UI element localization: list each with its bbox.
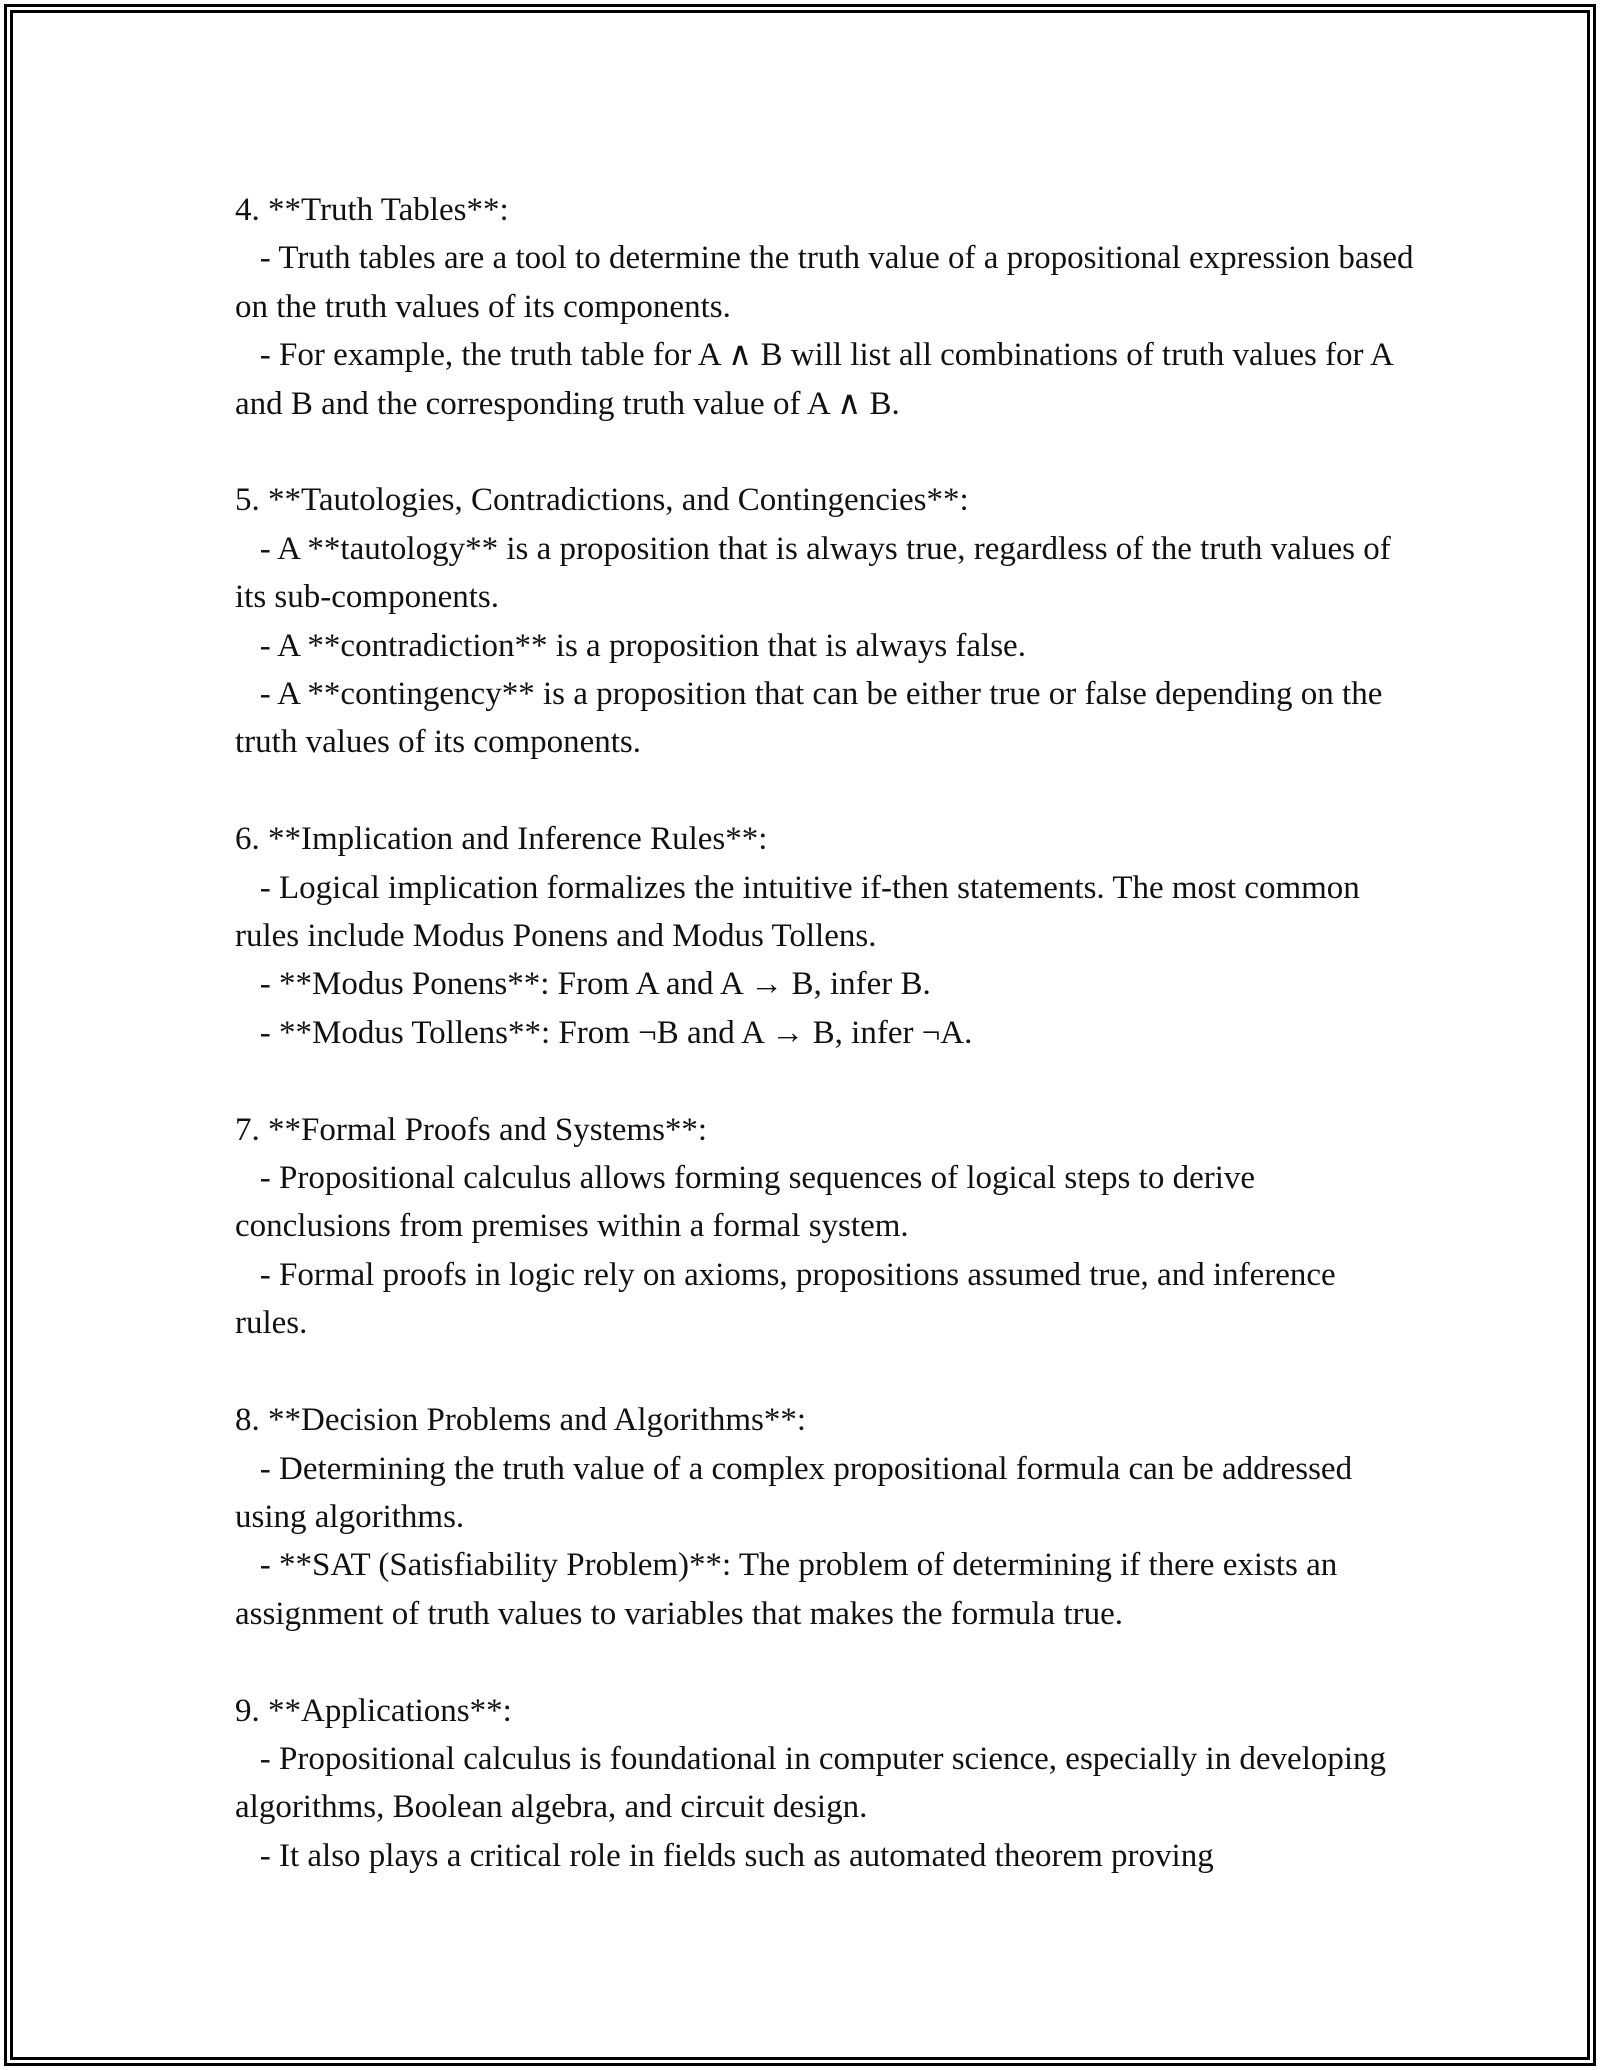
bullet-item: - A **contingency** is a proposition that can be either true or false depending on the truth values of its components. (235, 676, 1383, 761)
bullet-item: - **Modus Tollens**: From ¬B and A → B, infer ¬A. (235, 1014, 973, 1051)
bullet-item: - Truth tables are a tool to determine the truth value of a propositional expression based on the truth values of its components. (235, 240, 1414, 325)
bullet-item: - Propositional calculus allows forming sequences of logical steps to derive conclusions from premises within a formal system. (235, 1160, 1256, 1245)
bullet-item: - Propositional calculus is foundational in computer science, especially in developing algorithms, Boolean algebra, and circuit design. (235, 1740, 1387, 1826)
section-heading: 8. **Decision Problems and Algorithms**: (235, 1402, 807, 1439)
bullet-item: - For example, the truth table for A ∧ B will list all combinations of truth values for A and B and the corresponding truth value of A ∧ B. (235, 337, 1392, 422)
section-implication (235, 815, 1415, 1057)
section-heading: 9. **Applications**: (235, 1692, 512, 1729)
section-decision-problems (235, 1396, 1415, 1638)
section-truth-tables (235, 186, 1415, 428)
section-heading: 6. **Implication and Inference Rules**: (235, 821, 768, 858)
bullet-item: - **SAT (Satisfiability Problem)**: The problem of determining if there exists an assignment of truth values to variables that makes the formula true. (235, 1547, 1338, 1632)
section-heading: 7. **Formal Proofs and Systems**: (235, 1111, 708, 1148)
section-formal-proofs (235, 1106, 1415, 1348)
bullet-item: - A **tautology** is a proposition that is always true, regardless of the truth values of its sub-components. (235, 530, 1391, 616)
bullet-item: - A **contradiction** is a proposition that is always false. (235, 627, 1026, 664)
document-body (235, 186, 1415, 1880)
section-tautologies (235, 476, 1415, 766)
section-heading: 4. **Truth Tables**: (235, 192, 509, 228)
bullet-item: - It also plays a critical role in fields such as automated theorem proving (235, 1837, 1214, 1874)
section-heading: 5. **Tautologies, Contradictions, and Contingencies**: (235, 482, 969, 519)
bullet-item: - Logical implication formalizes the intuitive if-then statements. The most common rules include Modus Ponens and Modus Tollens. (235, 869, 1360, 955)
section-applications (235, 1687, 1415, 1881)
bullet-item: - Formal proofs in logic rely on axioms, propositions assumed true, and inference rules. (235, 1256, 1336, 1342)
bullet-item: - Determining the truth value of a complex propositional formula can be addressed using algorithms. (235, 1450, 1353, 1535)
bullet-item: - **Modus Ponens**: From A and A → B, infer B. (235, 966, 931, 1003)
